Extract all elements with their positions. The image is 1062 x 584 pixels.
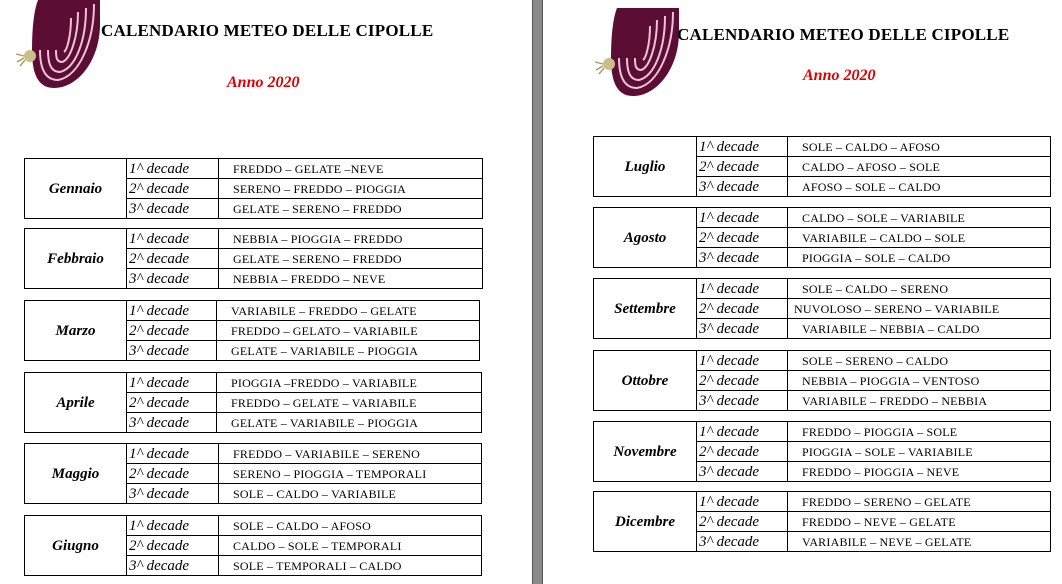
page-divider	[532, 0, 543, 584]
weather-forecast: SOLE – CALDO – AFOSO	[219, 516, 482, 536]
month-name: Luglio	[594, 137, 697, 197]
decade-label: 3^ decade	[697, 532, 788, 552]
month-table-aprile	[24, 372, 482, 433]
weather-forecast: FREDDO – GELATE –NEVE	[219, 159, 483, 179]
decade-row	[594, 422, 1051, 442]
decade-label: 2^ decade	[127, 536, 219, 556]
document-title: CALENDARIO METEO DELLE CIPOLLE	[677, 25, 1010, 44]
weather-forecast: FREDDO – SERENO – GELATE	[788, 492, 1051, 512]
decade-label: 3^ decade	[697, 462, 788, 482]
weather-forecast: FREDDO – GELATE – VARIABILE	[217, 393, 482, 413]
month-table-dicembre	[593, 491, 1051, 552]
weather-forecast: VARIABILE – FREDDO – NEBBIA	[788, 391, 1051, 411]
weather-forecast: CALDO – SOLE – VARIABILE	[788, 208, 1051, 228]
decade-label: 2^ decade	[697, 157, 788, 177]
decade-label: 3^ decade	[697, 319, 788, 339]
decade-label: 2^ decade	[697, 228, 788, 248]
decade-label: 2^ decade	[697, 512, 788, 532]
weather-forecast: FREDDO – GELATO – VARIABILE	[217, 321, 480, 341]
weather-forecast: VARIABILE – NEVE – GELATE	[788, 532, 1051, 552]
weather-forecast: GELATE – SERENO – FREDDO	[219, 249, 483, 269]
decade-label: 3^ decade	[127, 199, 219, 219]
weather-forecast: NUVOLOSO – SERENO – VARIABILE	[788, 299, 1051, 319]
document-title: CALENDARIO METEO DELLE CIPOLLE	[101, 21, 434, 40]
weather-forecast: PIOGGIA –FREDDO – VARIABILE	[217, 373, 482, 393]
month-table-settembre	[593, 278, 1051, 339]
decade-label: 2^ decade	[127, 464, 219, 484]
weather-forecast: SOLE – CALDO – SERENO	[788, 279, 1051, 299]
month-table-marzo	[24, 300, 480, 361]
month-table-febbraio	[24, 228, 483, 289]
weather-forecast: FREDDO – NEVE – GELATE	[788, 512, 1051, 532]
decade-label: 1^ decade	[697, 208, 788, 228]
weather-forecast: GELATE – SERENO – FREDDO	[219, 199, 483, 219]
month-table-agosto	[593, 207, 1051, 268]
decade-label: 1^ decade	[697, 279, 788, 299]
decade-label: 2^ decade	[697, 442, 788, 462]
onion-icon	[593, 8, 679, 100]
weather-forecast: GELATE – VARIABILE – PIOGGIA	[217, 413, 482, 433]
decade-label: 1^ decade	[697, 137, 788, 157]
weather-forecast: FREDDO – PIOGGIA – SOLE	[788, 422, 1051, 442]
weather-forecast: CALDO – SOLE – TEMPORALI	[219, 536, 482, 556]
decade-label: 1^ decade	[127, 301, 217, 321]
decade-label: 1^ decade	[697, 422, 788, 442]
decade-row	[594, 279, 1051, 299]
weather-forecast: SOLE – TEMPORALI – CALDO	[219, 556, 482, 576]
month-name: Maggio	[25, 444, 127, 504]
weather-forecast: SERENO – PIOGGIA – TEMPORALI	[219, 464, 482, 484]
decade-label: 1^ decade	[127, 516, 219, 536]
weather-forecast: GELATE – VARIABILE – PIOGGIA	[217, 341, 480, 361]
decade-row	[594, 208, 1051, 228]
decade-row	[594, 137, 1051, 157]
weather-forecast: SOLE – CALDO – AFOSO	[788, 137, 1051, 157]
month-name: Dicembre	[594, 492, 697, 552]
weather-forecast: SOLE – SERENO – CALDO	[788, 351, 1051, 371]
decade-label: 1^ decade	[127, 229, 219, 249]
month-table-ottobre	[593, 350, 1051, 411]
decade-label: 2^ decade	[127, 179, 219, 199]
decade-label: 3^ decade	[127, 341, 217, 361]
month-name: Giugno	[25, 516, 127, 576]
weather-forecast: FREDDO – VARIABILE – SERENO	[219, 444, 482, 464]
month-name: Agosto	[594, 208, 697, 268]
month-name: Febbraio	[25, 229, 127, 289]
month-name: Novembre	[594, 422, 697, 482]
decade-label: 1^ decade	[127, 444, 219, 464]
decade-label: 2^ decade	[697, 299, 788, 319]
weather-forecast: CALDO – AFOSO – SOLE	[788, 157, 1051, 177]
decade-row	[594, 492, 1051, 512]
month-name: Ottobre	[594, 351, 697, 411]
decade-label: 2^ decade	[127, 393, 217, 413]
weather-forecast: PIOGGIA – SOLE – CALDO	[788, 248, 1051, 268]
year-label: Anno 2020	[227, 74, 300, 91]
document-page-right	[545, 0, 1062, 584]
decade-row	[25, 444, 482, 464]
month-name: Settembre	[594, 279, 697, 339]
decade-row	[25, 159, 483, 179]
decade-label: 2^ decade	[127, 249, 219, 269]
weather-forecast: AFOSO – SOLE – CALDO	[788, 177, 1051, 197]
onion-icon	[14, 0, 100, 92]
decade-label: 3^ decade	[697, 391, 788, 411]
decade-row	[25, 229, 483, 249]
weather-forecast: VARIABILE – CALDO – SOLE	[788, 228, 1051, 248]
weather-forecast: NEBBIA – FREDDO – NEVE	[219, 269, 483, 289]
page-gutter	[532, 0, 545, 584]
decade-label: 2^ decade	[697, 371, 788, 391]
month-table-maggio	[24, 443, 482, 504]
weather-forecast: VARIABILE – NEBBIA – CALDO	[788, 319, 1051, 339]
decade-label: 1^ decade	[127, 373, 217, 393]
weather-forecast: VARIABILE – FREDDO – GELATE	[217, 301, 480, 321]
decade-label: 3^ decade	[697, 177, 788, 197]
weather-forecast: FREDDO – PIOGGIA – NEVE	[788, 462, 1051, 482]
month-table-novembre	[593, 421, 1051, 482]
weather-forecast: NEBBIA – PIOGGIA – VENTOSO	[788, 371, 1051, 391]
weather-forecast: SOLE – CALDO – VARIABILE	[219, 484, 482, 504]
decade-label: 3^ decade	[127, 269, 219, 289]
month-name: Aprile	[25, 373, 127, 433]
decade-label: 3^ decade	[127, 413, 217, 433]
month-table-giugno	[24, 515, 482, 576]
decade-label: 1^ decade	[697, 351, 788, 371]
decade-label: 2^ decade	[127, 321, 217, 341]
month-table-gennaio	[24, 158, 483, 219]
decade-label: 3^ decade	[127, 484, 219, 504]
decade-label: 3^ decade	[127, 556, 219, 576]
decade-label: 3^ decade	[697, 248, 788, 268]
weather-forecast: NEBBIA – PIOGGIA – FREDDO	[219, 229, 483, 249]
decade-row	[25, 373, 482, 393]
month-name: Gennaio	[25, 159, 127, 219]
weather-forecast: PIOGGIA – SOLE – VARIABILE	[788, 442, 1051, 462]
weather-forecast: SERENO – FREDDO – PIOGGIA	[219, 179, 483, 199]
year-label: Anno 2020	[803, 67, 876, 84]
month-name: Marzo	[25, 301, 127, 361]
decade-label: 1^ decade	[127, 159, 219, 179]
decade-row	[594, 351, 1051, 371]
month-table-luglio	[593, 136, 1051, 197]
decade-label: 1^ decade	[697, 492, 788, 512]
decade-row	[25, 516, 482, 536]
decade-row	[25, 301, 480, 321]
